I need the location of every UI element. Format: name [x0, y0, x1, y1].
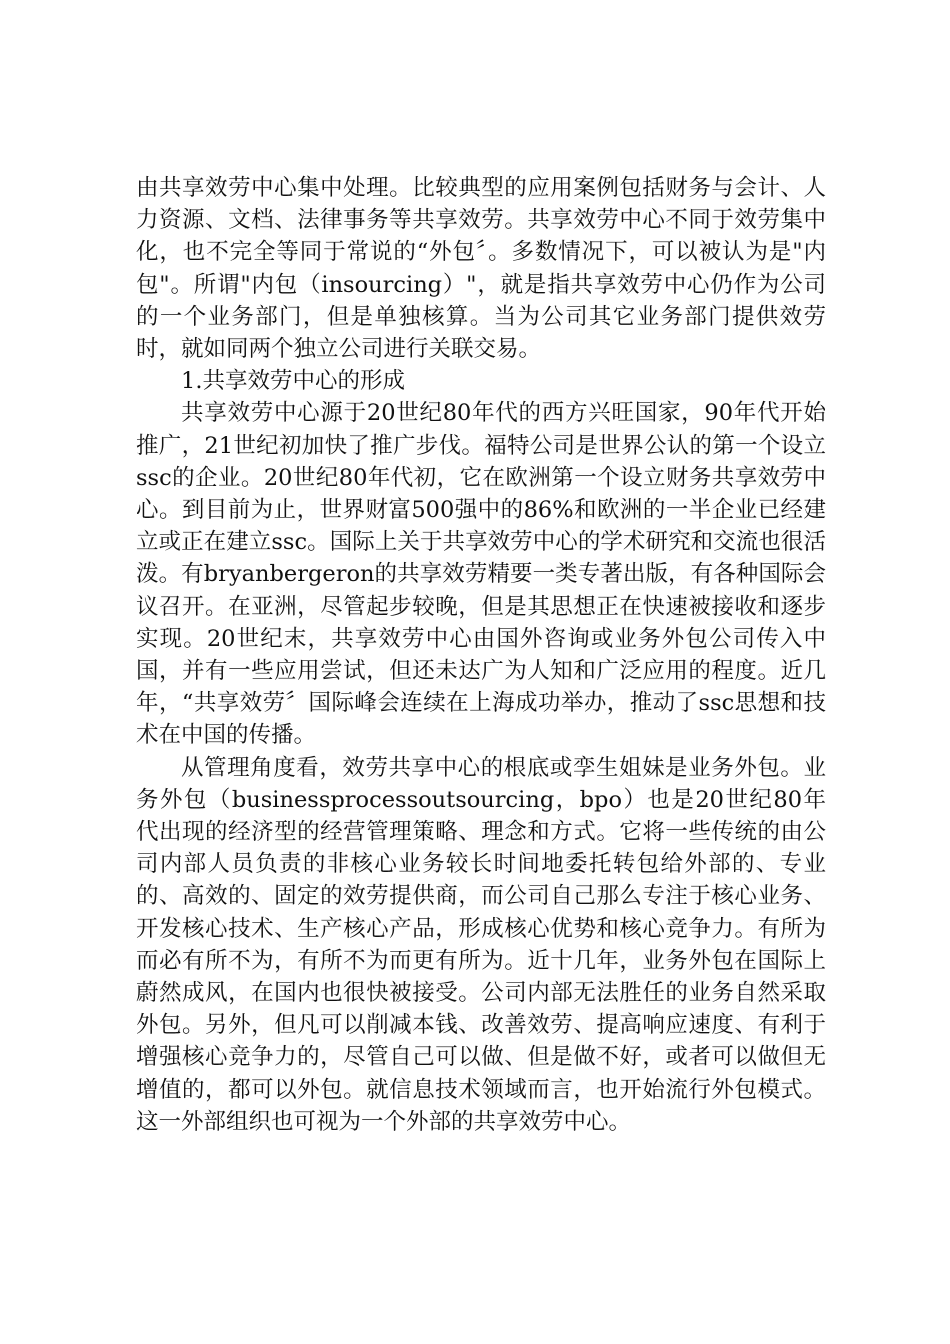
section-heading: 1.共享效劳中心的形成: [181, 368, 405, 395]
paragraph-outsourcing: 从管理角度看，效劳共享中心的根底或孪生姐妹是业务外包。业务外包（businessprocessoutsourcing，bpo）也是20世纪80年代出现的经济型的经营管理策略、理念和方式。它将一些传统的由公司内部人员负责的非核心业务较长时间地委托转包给外部的、专业的、高效的、固定的效劳提供商，而公司自己那么专注于核心业务、开发核心技术、生产核心产品，形成核心优势和核心竞争力。有所为而必有所不为，有所不为而更有所为。近十几年，业务外包在国际上蔚然成风，在国内也很快被接受。公司内部无法胜任的业务自然采取外包。另外，但凡可以削减本钱、改善效劳、提高响应速度、有利于增强核心竞争力的，尽管自己可以做、但是做不好，或者可以做但无增值的，都可以外包。就信息技术领域而言，也开始流行外包模式。这一外部组织也可视为一个外部的共享效劳中心。: [136, 754, 826, 1135]
paragraph-intro-continuation: 由共享效劳中心集中处理。比较典型的应用案例包括财务与会计、人力资源、文档、法律事务等共享效劳。共享效劳中心不同于效劳集中化，也不完全等同于常说的“外包〞。多数情况下，可以被认为是"内包"。所谓"内包（insourcing）"，就是指共享效劳中心仍作为公司的一个业务部门，但是单独核算。当为公司其它业务部门提供效劳时，就如同两个独立公司进行关联交易。: [136, 175, 826, 363]
document-body: [136, 172, 826, 1138]
paragraph-history: 共享效劳中心源于20世纪80年代的西方兴旺国家，90年代开始推广，21世纪初加快了推广步伐。福特公司是世界公认的第一个设立ssc的企业。20世纪80年代初，它在欧洲第一个设立财务共享效劳中心。到目前为止，世界财富500强中的86%和欧洲的一半企业已经建立或正在建立ssc。国际上关于共享效劳中心的学术研究和交流也很活泼。有bryanbergeron的共享效劳精要一类专著出版，有各种国际会议召开。在亚洲，尽管起步较晚，但是其思想正在快速被接收和逐步实现。20世纪末，共享效劳中心由国外咨询或业务外包公司传入中国，并有一些应用尝试，但还未达广为人知和广泛应用的程度。近几年，“共享效劳〞国际峰会连续在上海成功举办，推动了ssc思想和技术在中国的传播。: [136, 400, 826, 749]
